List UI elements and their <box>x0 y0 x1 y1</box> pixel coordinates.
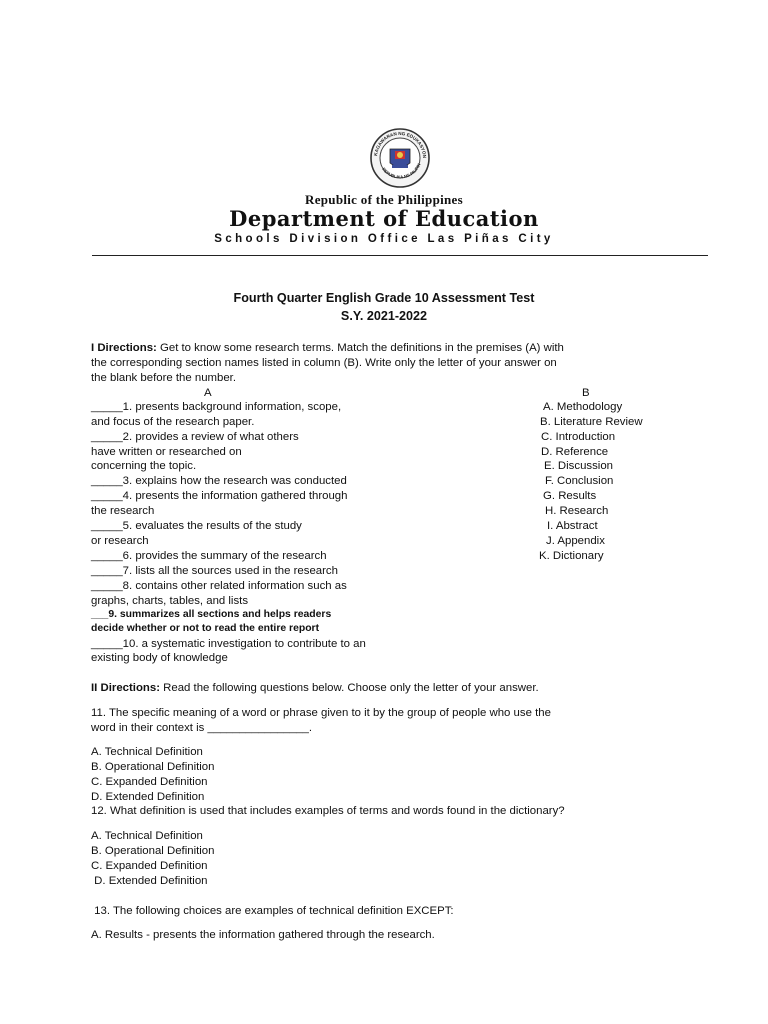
part1-directions-line1 <box>91 341 564 355</box>
part2-label: II Directions: <box>91 682 160 694</box>
q13-option: A. Results - presents the information gathered through the research. <box>91 929 435 941</box>
choice-results: G. Results <box>543 490 597 502</box>
item-line: _____4. presents the information gathered through <box>91 490 348 502</box>
item-line: have written or researched on <box>91 446 242 458</box>
question-12: 12. What definition is used that includes examples of terms and words found in the dictionary? <box>91 805 565 817</box>
item-line: _____10. a systematic investigation to contribute to an <box>91 638 366 650</box>
item-line: graphs, charts, tables, and lists <box>91 595 249 607</box>
item-line: ___9. summarizes all sections and helps readers <box>91 609 332 620</box>
choice-introduction: C. Introduction <box>541 431 616 443</box>
part1-directions-text: Get to know some research terms. Match the definitions in the premises (A) with <box>156 342 564 354</box>
republic-label: Republic of the Philippines <box>305 192 463 207</box>
part2-directions-text: Read the following questions below. Choose only the letter of your answer. <box>160 682 539 694</box>
item-line: _____5. evaluates the results of the study <box>91 520 302 532</box>
item-line: _____2. provides a review of what others <box>91 431 299 443</box>
q11-option: A. Technical Definition <box>91 746 203 758</box>
column-a-header: A <box>204 387 212 399</box>
item-line: and focus of the research paper. <box>91 416 255 428</box>
choice-dictionary: K. Dictionary <box>539 550 604 562</box>
item-line: _____7. lists all the sources used in the research <box>91 565 338 577</box>
q12-option: D. Extended Definition <box>91 875 208 887</box>
q11-option: C. Expanded Definition <box>91 776 208 788</box>
part1-directions-line3: the blank before the number. <box>91 372 237 384</box>
choice-discussion: E. Discussion <box>544 460 614 472</box>
department-name: Department of Education <box>229 206 539 231</box>
school-year: S.Y. 2021-2022 <box>340 309 428 323</box>
choice-appendix: J. Appendix <box>546 535 605 547</box>
item-line: concerning the topic. <box>91 460 197 472</box>
part1-label: I Directions: <box>91 342 157 354</box>
seal-text-bottom: REPUBLIKA NG PILIPIN <box>381 162 422 180</box>
column-b-header: B <box>582 387 590 399</box>
seal-text-top: KAGAWARAN NG EDUKASYON <box>373 131 428 159</box>
item-line: existing body of knowledge <box>91 652 228 664</box>
question-11-cont: word in their context is ________________. <box>91 722 313 734</box>
q11-option: D. Extended Definition <box>91 791 205 803</box>
choice-conclusion: F. Conclusion <box>545 475 614 487</box>
header-divider <box>92 255 708 256</box>
test-title: Fourth Quarter English Grade 10 Assessment Test <box>233 291 535 305</box>
item-line: decide whether or not to read the entire report <box>91 623 320 634</box>
item-line: or research <box>91 535 149 547</box>
item-line: _____8. contains other related information such as <box>91 580 347 592</box>
choice-abstract: I. Abstract <box>547 520 598 532</box>
choice-research: H. Research <box>545 505 609 517</box>
item-line: _____3. explains how the research was conducted <box>91 475 347 487</box>
part2-directions <box>91 681 539 695</box>
item-line: the research <box>91 505 155 517</box>
choice-reference: D. Reference <box>541 446 609 458</box>
q11-option: B. Operational Definition <box>91 761 215 773</box>
part1-directions-line2: the corresponding section names listed in column (B). Write only the letter of your answer on <box>91 357 557 369</box>
question-13: 13. The following choices are examples of technical definition EXCEPT: <box>91 905 454 917</box>
q12-option: A. Technical Definition <box>91 830 203 842</box>
choice-literature-review: B. Literature Review <box>540 416 643 428</box>
deped-seal-logo <box>349 127 451 189</box>
q12-option: B. Operational Definition <box>91 845 215 857</box>
q12-option: C. Expanded Definition <box>91 860 208 872</box>
item-line: _____6. provides the summary of the research <box>91 550 327 562</box>
division-office: Schools Division Office Las Piñas City <box>214 233 554 245</box>
question-11: 11. The specific meaning of a word or phrase given to it by the group of people who use the <box>91 707 551 719</box>
choice-methodology: A. Methodology <box>543 401 623 413</box>
item-line: _____1. presents background information, scope, <box>91 401 342 413</box>
